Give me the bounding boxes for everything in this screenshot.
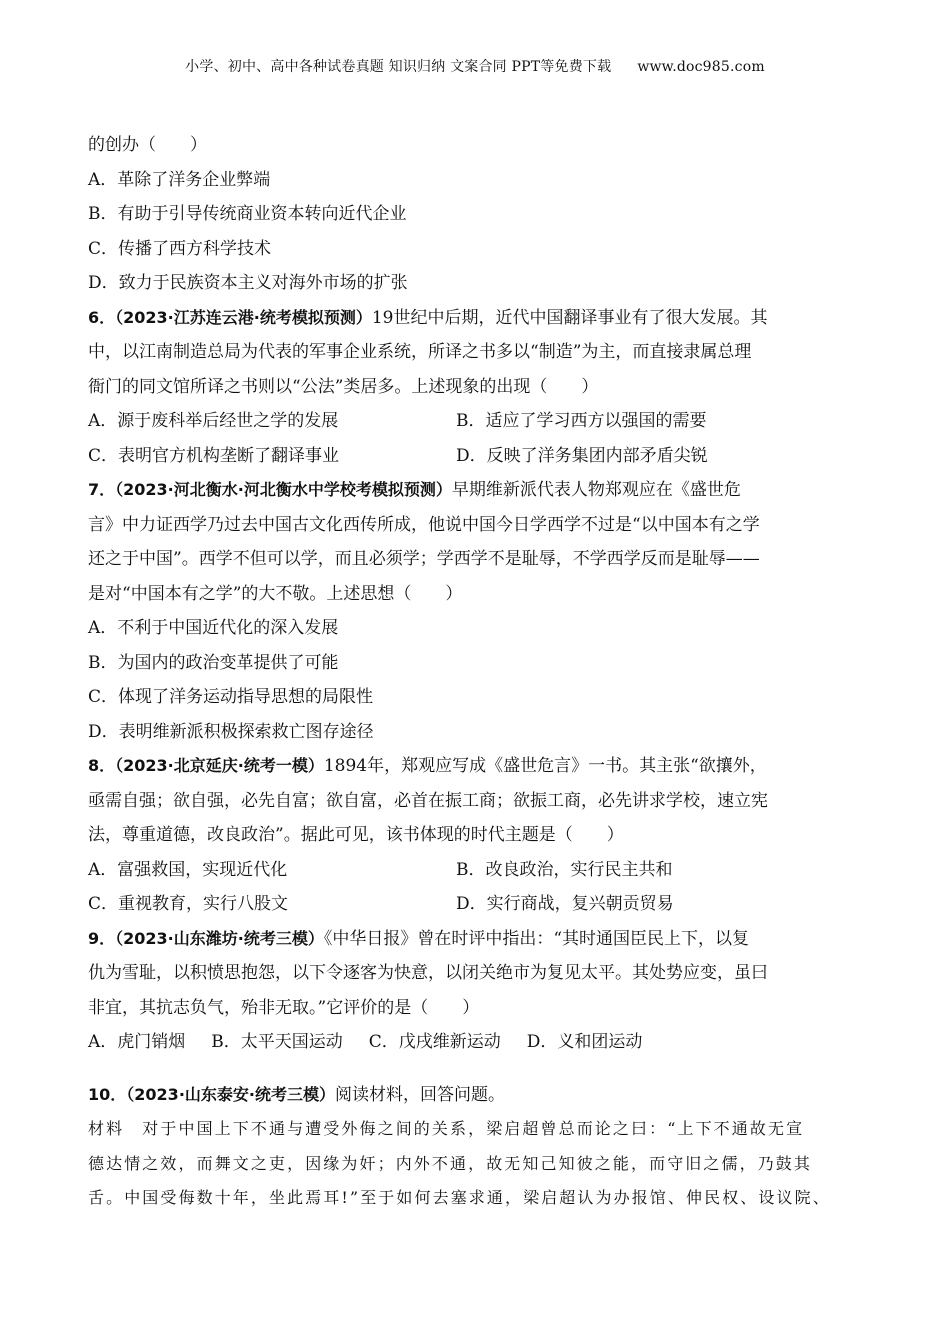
question-5-stem-tail: 的创办（ ） xyxy=(88,135,207,155)
question-10-material xyxy=(88,1112,868,1216)
question-9-option-b: B．太平天国运动 xyxy=(211,1032,343,1052)
question-5-option-a: A．革除了洋务企业弊端 xyxy=(88,169,271,190)
question-9-stem-line: 非宜，其抗志负气，殆非无取。”它评价的是（ ） xyxy=(88,997,480,1018)
question-7-option-b: B．为国内的政治变革提供了可能 xyxy=(88,652,339,673)
question-8-stem-line: 法，尊重道德，改良政治”。据此可见，该书体现的时代主题是（ ） xyxy=(88,825,624,845)
question-6-option-d: D．反映了洋务集团内部矛盾尖锐 xyxy=(456,445,708,466)
question-5-option-b: B．有助于引导传统商业资本转向近代企业 xyxy=(88,204,407,224)
question-text: 19世纪中后期，近代中国翻译事业有了很大发展。其 xyxy=(371,307,768,328)
material-line: 材料 对于中国上下不通与遭受外侮之间的关系，梁启超曾总而论之曰：“上下不通故无宣 xyxy=(88,1119,805,1138)
question-9-option-d: D．义和团运动 xyxy=(526,1032,643,1052)
question-number: 6． xyxy=(88,307,116,327)
header-text: 小学、初中、高中各种试卷真题 知识归纳 文案合同 PPT等免费下载 xyxy=(185,59,612,75)
question-7-option-d: D．表明维新派积极探索救亡图存途径 xyxy=(88,721,374,742)
question-6-stem-line: 中，以江南制造总局为代表的军事企业系统，所译之书多以“制造”为主，而直接隶属总理 xyxy=(88,342,752,362)
page-header xyxy=(0,56,950,76)
question-9-option-c: C．戊戌维新运动 xyxy=(368,1032,501,1052)
material-line: 舌。中国受侮数十年，坐此焉耳!”至于如何去塞求通，梁启超认为办报馆、伸民权、设议院、 xyxy=(88,1188,831,1207)
question-7-option-a: A．不利于中国近代化的深入发展 xyxy=(88,618,339,638)
question-9-stem-line: 仇为雪耻，以积愤思抱怨，以下令逐客为快意，以闭关绝市为复见太平。其处势应变，虽曰 xyxy=(88,963,768,983)
header-site-link[interactable]: www.doc985.com xyxy=(637,59,765,75)
question-text: 《中华日报》曾在时评中指出：“其时通国臣民上下，以复 xyxy=(323,928,750,949)
exam-content xyxy=(88,128,868,1216)
question-source: （2023·山东泰安·统考三模） xyxy=(126,1084,335,1104)
question-8-stem-line xyxy=(88,749,868,784)
question-8-option-d: D．实行商战，复兴朝贡贸易 xyxy=(456,894,674,914)
question-number: 7． xyxy=(88,480,116,499)
question-8-stem-line: 亟需自强；欲自强，必先自富；欲自富，必首在振工商；欲振工商，必先讲求学校，速立宪 xyxy=(88,790,768,811)
question-7-stem-line: 还之于中国”。西学不但可以学，而且必须学；学西学不是耻辱，不学西学反而是耻辱—— xyxy=(88,549,760,569)
question-5 xyxy=(88,128,868,301)
question-6-options-row xyxy=(88,439,868,474)
question-6-option-c: C．表明官方机构垄断了翻译事业 xyxy=(88,445,340,466)
question-source: （2023·河北衡水·河北衡水中学校考模拟预测） xyxy=(115,480,452,499)
question-source: （2023·山东潍坊·统考三模） xyxy=(115,928,324,948)
question-6-stem-line xyxy=(88,301,868,336)
question-number: 9． xyxy=(88,928,116,948)
question-6-option-b: B．适应了学习西方以强国的需要 xyxy=(456,411,707,431)
question-9 xyxy=(88,922,868,1060)
question-8-option-a: A．富强救国，实现近代化 xyxy=(88,859,288,880)
question-number: 8． xyxy=(88,756,116,775)
question-9-options-row xyxy=(88,1025,868,1060)
question-6-option-a: A．源于废科举后经世之学的发展 xyxy=(88,411,339,431)
question-6 xyxy=(88,301,868,474)
question-source: （2023·江苏连云港·统考模拟预测） xyxy=(115,307,372,327)
question-text: 阅读材料，回答问题。 xyxy=(334,1084,505,1105)
question-8-options-row xyxy=(88,853,868,888)
question-7 xyxy=(88,473,868,749)
question-7-stem-line: 是对“中国本有之学”的大不敬。上述思想（ ） xyxy=(88,583,463,604)
question-10 xyxy=(88,1078,868,1216)
question-8 xyxy=(88,749,868,922)
question-6-stem-line: 衙门的同文馆所译之书则以“公法”类居多。上述现象的出现（ ） xyxy=(88,376,599,397)
question-8-options-row xyxy=(88,887,868,922)
question-9-option-a: A．虎门销烟 xyxy=(88,1032,186,1052)
question-7-stem-line xyxy=(88,473,868,508)
question-number: 10． xyxy=(88,1084,127,1104)
question-8-option-b: B．改良政治，实行民主共和 xyxy=(456,859,673,880)
question-5-option-d: D．致力于民族资本主义对海外市场的扩张 xyxy=(88,273,408,293)
question-7-stem-line: 言》中力证西学乃过去中国古文化西传所成，他说中国今日学西学不过是“以中国本有之学 xyxy=(88,514,760,535)
material-line: 德达情之效，而舞文之吏，因缘为奸；内外不通，故无知己知彼之能，而守旧之儒，乃鼓其 xyxy=(88,1153,813,1173)
question-text: 1894年，郑观应写成《盛世危言》一书。其主张“欲攘外， xyxy=(323,756,767,776)
question-text: 早期维新派代表人物郑观应在《盛世危 xyxy=(451,480,741,500)
question-9-stem-line xyxy=(88,922,868,957)
question-8-option-c: C．重视教育，实行八股文 xyxy=(88,894,289,914)
question-10-stem-line xyxy=(88,1078,868,1113)
question-7-option-c: C．体现了洋务运动指导思想的局限性 xyxy=(88,687,374,707)
section-gap xyxy=(88,1060,868,1078)
question-source: （2023·北京延庆·统考一模） xyxy=(115,756,324,775)
question-5-option-c: C．传播了西方科学技术 xyxy=(88,238,272,259)
question-6-options-row xyxy=(88,404,868,439)
